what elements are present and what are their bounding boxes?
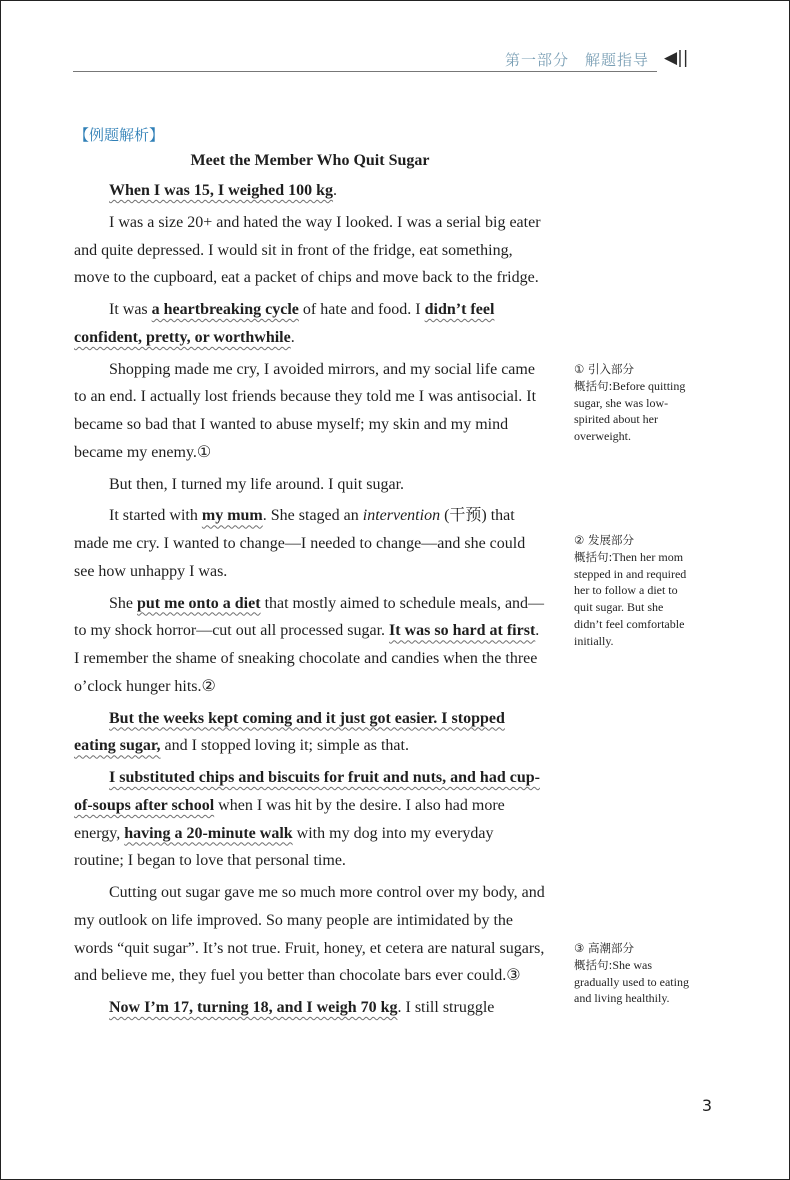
paragraph bbox=[74, 502, 546, 585]
note-text: Then her mom stepped in and required her to follow a diet to quit sugar. But she didn’t feel comfortable initially. bbox=[574, 549, 687, 648]
text-run: . I remember the shame of sneaking chocolate and candies when the three o’clock hunger hits.② bbox=[74, 622, 540, 695]
note-number: ① 引入部分 bbox=[574, 362, 634, 376]
section-tag: 【例题解析】 bbox=[74, 126, 165, 144]
text-run: . I still struggle bbox=[397, 999, 495, 1016]
note-label: 概括句: bbox=[574, 549, 613, 564]
text-run: I was a size 20+ and hated the way I looked. I was a serial big eater and quite depressed. I would sit in front of the fridge, eat something, move to the cupboard, eat a packet of chips and move back to the fridge. bbox=[74, 213, 541, 287]
text-run: But then, I turned my life around. I quit sugar. bbox=[109, 475, 405, 493]
note-number: ③ 高潮部分 bbox=[574, 941, 634, 955]
paragraph bbox=[74, 764, 546, 875]
note-text: Before quitting sugar, she was low-spirited about her overweight. bbox=[574, 378, 686, 444]
paragraph bbox=[74, 296, 546, 352]
highlighted-phrase: a heartbreaking cycle bbox=[151, 301, 299, 318]
paragraph bbox=[74, 879, 546, 990]
text-run: Shopping made me cry, I avoided mirrors, and my social life came to an end. I actually lost friends because they told me I was antisocial. It became so bad that I wanted to abuse myself; my skin and my mind became my enemy.① bbox=[74, 360, 537, 461]
margin-note-3 bbox=[574, 940, 694, 1007]
article-body bbox=[74, 177, 546, 1026]
text-run: It started with bbox=[109, 507, 202, 525]
running-header: 第一部分 解题指导 bbox=[504, 51, 649, 69]
text-run: She bbox=[109, 594, 137, 612]
text-run: Cutting out sugar gave me so much more control over my body, and my outlook on life improved. So many people are intimidated by the words “quit sugar”. It’s not true. Fruit, honey, et cetera are natural sugars, and believe me, they fuel you better than chocolate bars ever could.③ bbox=[74, 884, 545, 985]
text-run: that mostly aimed to schedule meals, and—to my shock horror—cut out all processed sugar. bbox=[74, 594, 545, 640]
paragraph bbox=[74, 471, 546, 499]
note-label: 概括句: bbox=[574, 957, 613, 972]
text-run: when I was hit by the desire. I also had more energy, bbox=[74, 796, 505, 842]
header-rule bbox=[73, 71, 657, 72]
text-run: and I stopped loving it; simple as that. bbox=[160, 737, 409, 755]
page-number: 3 bbox=[701, 1096, 712, 1115]
text-run: It was bbox=[109, 301, 152, 318]
highlighted-phrase: I substituted chips and biscuits for fruit and nuts, and had cup-of-soups after school bbox=[74, 769, 540, 814]
highlighted-phrase: put me onto a diet bbox=[137, 594, 261, 612]
highlighted-phrase: didn’t feel confident, pretty, or worthwhile bbox=[74, 301, 495, 346]
note-number: ② 发展部分 bbox=[574, 533, 634, 547]
article-title: Meet the Member Who Quit Sugar bbox=[190, 152, 430, 169]
italic-term: intervention bbox=[362, 507, 441, 525]
paragraph bbox=[74, 209, 546, 292]
paragraph bbox=[74, 994, 546, 1022]
text-run: . She staged an bbox=[262, 507, 363, 525]
text-run: . bbox=[290, 328, 295, 346]
paragraph bbox=[74, 356, 546, 467]
note-label: 概括句: bbox=[574, 378, 613, 393]
highlighted-phrase: When I was 15, I weighed 100 kg bbox=[109, 182, 334, 199]
margin-note-2 bbox=[574, 532, 694, 650]
paragraph bbox=[74, 590, 546, 701]
text-run: of hate and food. I bbox=[298, 301, 425, 318]
highlighted-phrase: my mum bbox=[201, 507, 263, 525]
highlighted-phrase: It was so hard at first bbox=[389, 622, 536, 640]
paragraph bbox=[74, 177, 546, 205]
margin-note-1 bbox=[574, 361, 694, 445]
header-mark-icon: ◀|| bbox=[664, 48, 689, 68]
text-run: (干预) that made me cry. I wanted to change—I needed to change—and she could see how unhappy I was. bbox=[74, 507, 526, 580]
paragraph bbox=[74, 705, 546, 761]
text-run: with my dog into my everyday routine; I began to love that personal time. bbox=[74, 824, 494, 870]
highlighted-phrase: Now I’m 17, turning 18, and I weigh 70 kg bbox=[109, 999, 398, 1016]
highlighted-phrase: But the weeks kept coming and it just got easier. I stopped eating sugar, bbox=[74, 709, 505, 755]
highlighted-phrase: having a 20-minute walk bbox=[124, 824, 293, 842]
note-text: She was gradually used to eating and living healthily. bbox=[574, 957, 689, 1006]
text-run: . bbox=[333, 182, 338, 199]
